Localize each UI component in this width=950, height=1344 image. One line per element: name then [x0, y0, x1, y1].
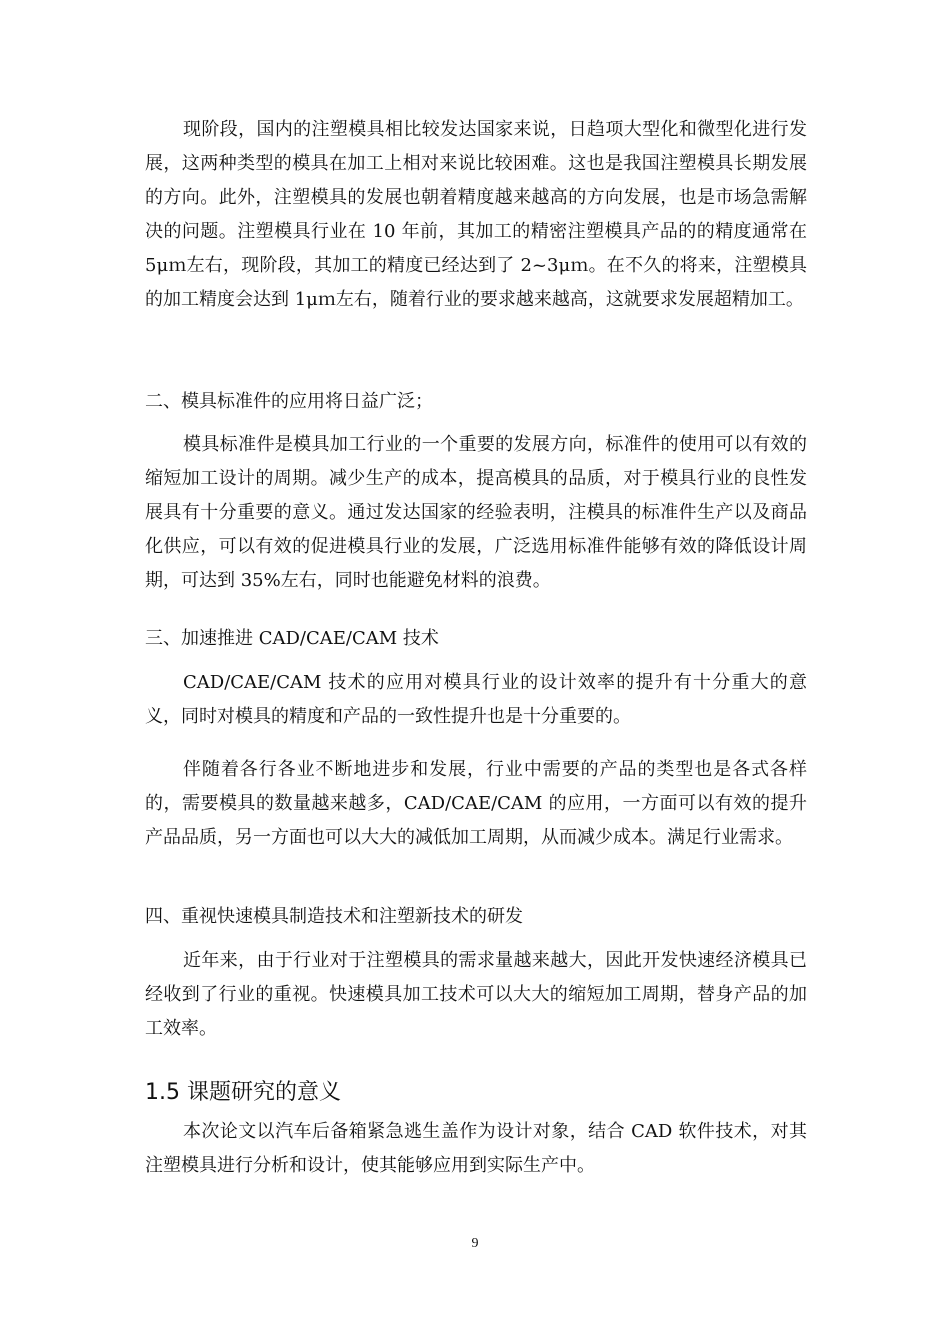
paragraph-high-precision-trend: 现阶段，国内的注塑模具相比较发达国家来说，日趋项大型化和微型化进行发展，这两种类型的模具在加工上相对来说比较困难。这也是我国注塑模具长期发展的方向。此外，注塑模具的发展也朝着精度越来越高的方向发展，也是市场急需解决的问题。注塑模具行业在 10 年前，其加工的精密注塑模具产品的的精度通常在 5μｍ左右，现阶段，其加工的精度已经达到了 2~3μｍ。在不久的将来，注塑模具的加工精度会达到 1μｍ左右，随着行业的要求越来越高，这就要求发展超精加工。 [145, 119, 807, 310]
list-heading-rapid-tooling: 四、重视快速模具制造技术和注塑新技术的研发 [145, 906, 523, 927]
section-heading-research-significance: 1.5 课题研究的意义 [145, 1080, 341, 1105]
paragraph-standard-parts: 模具标准件是模具加工行业的一个重要的发展方向，标准件的使用可以有效的缩短加工设计的周期。减少生产的成本，提高模具的品质，对于模具行业的良性发展具有十分重要的意义。通过发达国家的经验表明，注模具的标准件生产以及商品化供应，可以有效的促进模具行业的发展，广泛选用标准件能够有效的降低设计周期，可达到 35%左右，同时也能避免材料的浪费。 [145, 434, 807, 591]
paragraph-cad-cae-cam-significance: CAD/CAE/CAM 技术的应用对模具行业的设计效率的提升有十分重大的意义，同时对模具的精度和产品的一致性提升也是十分重要的。 [145, 672, 807, 727]
list-heading-cad-cae-cam: 三、加速推进 CAD/CAE/CAM 技术 [145, 628, 439, 649]
paragraph-research-significance: 本次论文以汽车后备箱紧急逃生盖作为设计对象，结合 CAD 软件技术，对其注塑模具进行分析和设计，使其能够应用到实际生产中。 [145, 1121, 807, 1176]
page-number: 9 [471, 1236, 479, 1251]
paragraph-cad-cae-cam-application: 伴随着各行各业不断地进步和发展，行业中需要的产品的类型也是各式各样的，需要模具的数量越来越多，CAD/CAE/CAM 的应用，一方面可以有效的提升产品品质，另一方面也可以大大的减低加工周期，从而减少成本。满足行业需求。 [145, 759, 807, 848]
paragraph-rapid-tooling: 近年来，由于行业对于注塑模具的需求量越来越大，因此开发快速经济模具已经收到了行业的重视。快速模具加工技术可以大大的缩短加工周期，替身产品的加工效率。 [145, 950, 807, 1039]
list-heading-standard-parts: 二、模具标准件的应用将日益广泛； [145, 391, 433, 412]
